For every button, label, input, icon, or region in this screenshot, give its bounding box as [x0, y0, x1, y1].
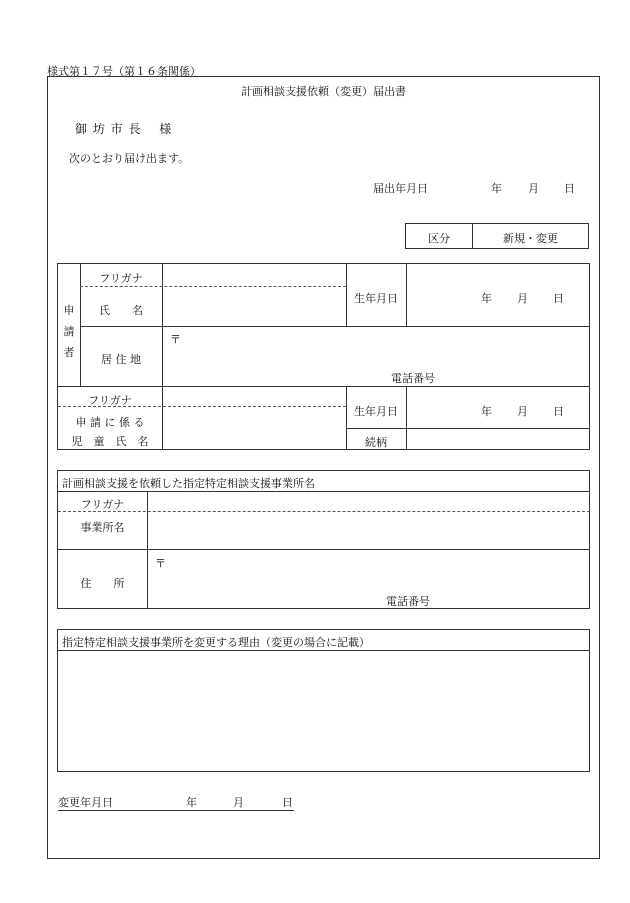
classification-value[interactable]: 新規・変更 — [503, 232, 558, 245]
provider-office-field[interactable] — [149, 513, 587, 547]
applicant-birth-day: 日 — [553, 292, 564, 305]
change-date-line — [58, 794, 294, 811]
reason-field[interactable] — [61, 653, 587, 769]
change-day-label: 日 — [282, 796, 293, 809]
child-relation-field[interactable] — [408, 430, 588, 448]
classification-label: 区分 — [428, 232, 450, 245]
applicant-furigana-label: フリガナ — [99, 272, 143, 285]
applicant-table — [57, 263, 590, 450]
child-relation-label: 続柄 — [365, 436, 387, 449]
change-year-label: 年 — [186, 796, 197, 809]
child-name-field[interactable] — [164, 409, 344, 448]
child-furigana-label: フリガナ — [88, 394, 132, 407]
provider-address-label: 住 所 — [80, 577, 125, 590]
provider-office-label: 事業所名 — [80, 521, 125, 534]
intro-text: 次のとおり届け出ます。 — [69, 152, 190, 165]
applicant-postal-mark: 〒 — [170, 333, 181, 346]
form-code: 様式第１７号（第１６条関係） — [47, 65, 201, 78]
child-furigana-field[interactable] — [164, 388, 344, 405]
classification-box — [405, 223, 589, 249]
applicant-name-field[interactable] — [164, 288, 344, 324]
submission-date-label: 届出年月日 — [373, 182, 428, 195]
child-name-label-line2: 児 童 氏 名 — [71, 435, 149, 448]
change-month-label: 月 — [233, 796, 244, 809]
applicant-birthdate-label: 生年月日 — [354, 292, 398, 305]
child-birth-month: 月 — [517, 405, 528, 418]
applicant-phone-label: 電話番号 — [391, 372, 435, 385]
applicant-address-field[interactable] — [164, 344, 584, 366]
applicant-address-label: 居 住 地 — [101, 353, 141, 366]
provider-table — [57, 470, 590, 609]
child-birth-year: 年 — [481, 405, 492, 418]
submission-year-label: 年 — [491, 182, 502, 195]
provider-address-field[interactable] — [149, 567, 587, 589]
applicant-side-label: 申 請 者 — [63, 304, 75, 359]
form-title: 計画相談支援依頼（変更）届出書 — [241, 85, 406, 98]
reason-box — [57, 629, 590, 772]
applicant-birth-month: 月 — [517, 292, 528, 305]
provider-postal-mark: 〒 — [155, 557, 166, 570]
change-date-label: 変更年月日 — [58, 796, 113, 809]
addressee: 御 坊 市 長 様 — [75, 122, 173, 136]
applicant-birth-year: 年 — [481, 292, 492, 305]
provider-furigana-field[interactable] — [149, 493, 587, 510]
submission-month-label: 月 — [528, 182, 539, 195]
provider-furigana-label: フリガナ — [80, 498, 125, 511]
applicant-name-label: 氏 名 — [99, 304, 143, 317]
applicant-furigana-field[interactable] — [164, 266, 344, 284]
provider-header: 計画相談支援を依頼した指定特定相談支援事業所名 — [62, 477, 315, 490]
child-name-label-line1: 申 請 に 係 る — [75, 416, 145, 429]
child-birth-day: 日 — [553, 405, 564, 418]
child-birthdate-label: 生年月日 — [354, 405, 398, 418]
submission-day-label: 日 — [564, 182, 575, 195]
reason-header: 指定特定相談支援事業所を変更する理由（変更の場合に記載） — [62, 636, 370, 649]
provider-phone-label: 電話番号 — [386, 595, 430, 608]
